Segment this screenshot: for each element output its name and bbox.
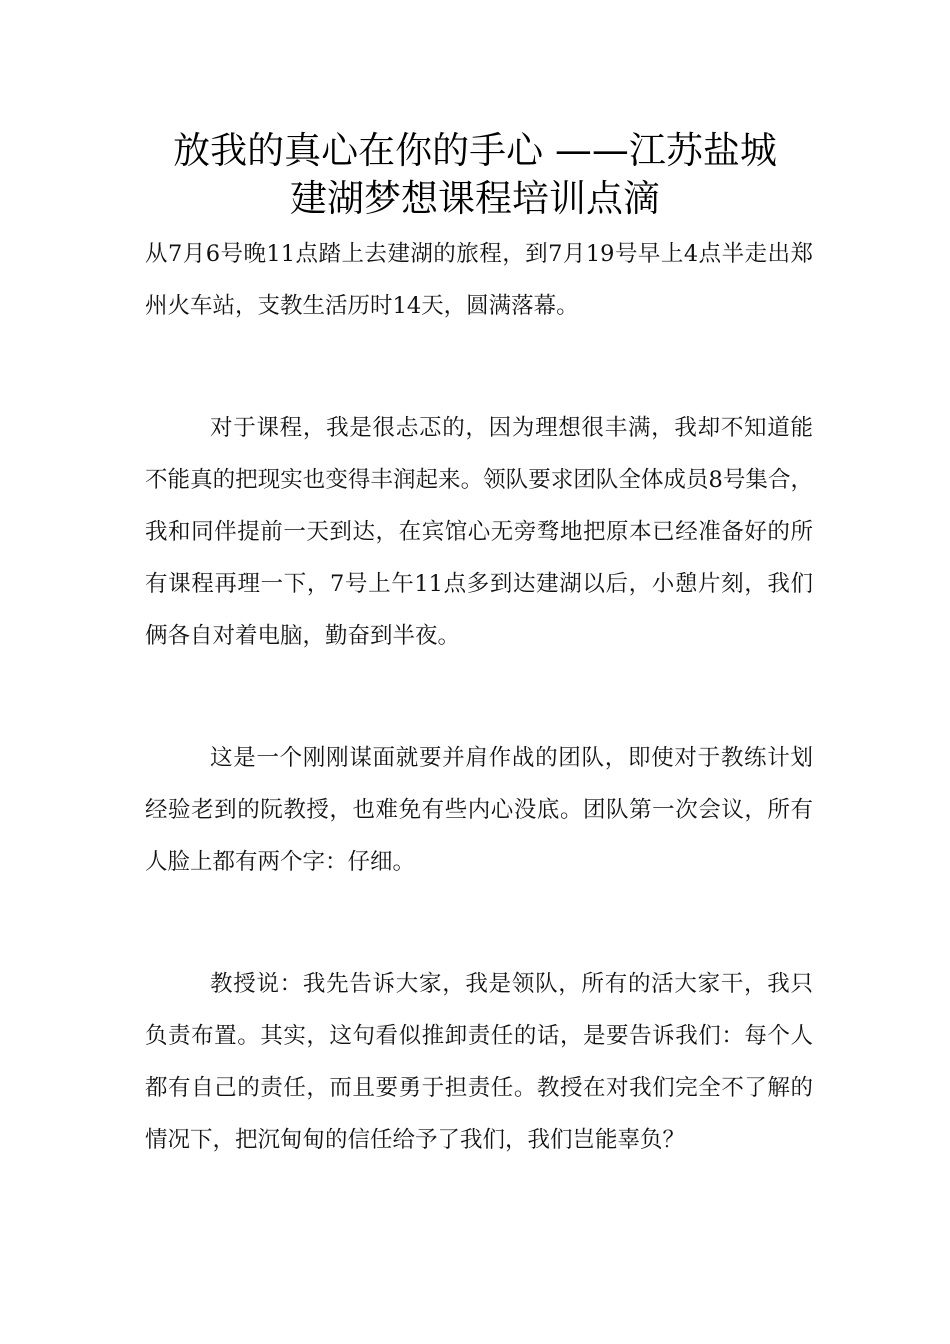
document-body — [145, 228, 813, 1166]
paragraph-2: 对于课程，我是很忐忑的，因为理想很丰满，我却不知道能不能真的把现实也变得丰润起来。领队要求团队全体成员8号集合，我和同伴提前一天到达，在宾馆心无旁骛地把原本已经准备好的所有课程再理一下，7号上午11点多到达建湖以后，小憩片刻，我们俩各自对着电脑，勤奋到半夜。 — [145, 415, 813, 649]
paragraph-1: 从7月6号晚11点踏上去建湖的旅程，到7月19号早上4点半走出郑州火车站，支教生活历时14天，圆满落幕。 — [145, 241, 813, 319]
paragraph-spacer — [145, 662, 813, 732]
document-title-line-1: 放我的真心在你的手心 ——江苏盐城 — [173, 129, 777, 172]
paragraph-spacer — [145, 332, 813, 402]
paragraph-spacer — [145, 888, 813, 958]
document-title-line-2: 建湖梦想课程培训点滴 — [290, 177, 660, 220]
paragraph-3: 这是一个刚刚谋面就要并肩作战的团队，即使对于教练计划经验老到的阮教授，也难免有些内心没底。团队第一次会议，所有人脸上都有两个字：仔细。 — [145, 745, 813, 875]
paragraph-4: 教授说：我先告诉大家，我是领队，所有的活大家干，我只负责布置。其实，这句看似推卸责任的话，是要告诉我们：每个人都有自己的责任，而且要勇于担责任。教授在对我们完全不了解的情况下，把沉甸甸的信任给予了我们，我们岂能辜负？ — [145, 971, 813, 1153]
